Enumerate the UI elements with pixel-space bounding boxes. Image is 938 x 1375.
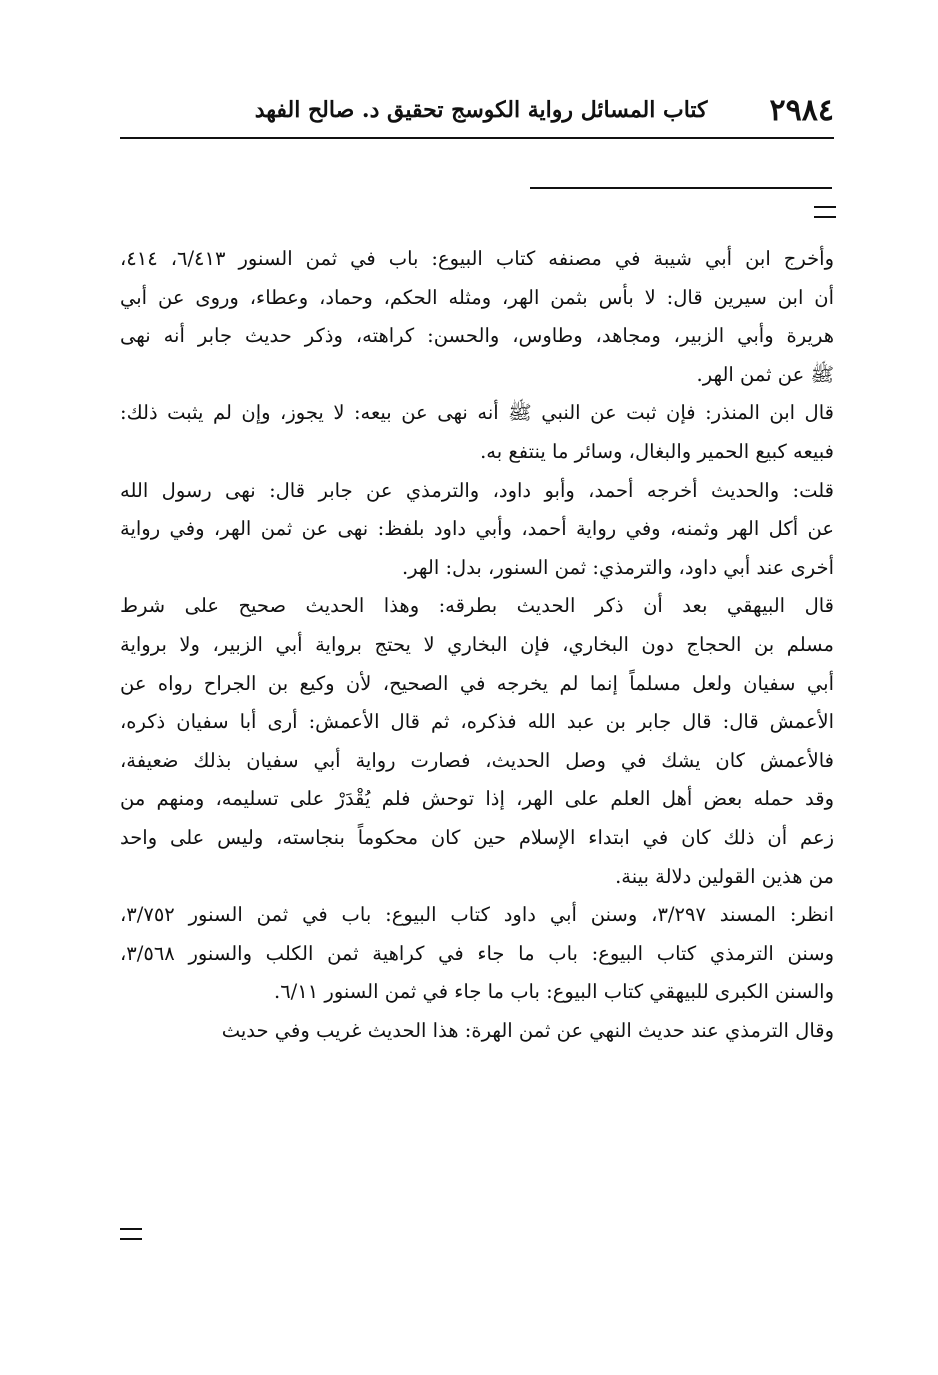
running-title: كتاب المسائل رواية الكوسج تحقيق د. صالح الفهد — [254, 97, 708, 123]
text-line: قلت: والحديث أخرجه أحمد، وأبو داود، والترمذي عن جابر قال: نهى رسول الله — [120, 478, 834, 502]
text-line: ﷺ عن ثمن الهر. — [696, 362, 834, 386]
header-rule — [120, 137, 834, 139]
text-line: عن أكل الهر وثمنه، وفي رواية أحمد، وأبي داود بلفظ: نهى عن ثمن الهر، وفي رواية — [120, 517, 834, 541]
text-line: مسلم بن الحجاج دون البخاري، فإن البخاري لا يحتج برواية أبي الزبير، ولا برواية — [120, 632, 834, 656]
page-header — [122, 88, 834, 132]
text-line: وأخرج ابن أبي شيبة في مصنفه كتاب البيوع: باب في ثمن السنور ٦/٤١٣، ٤١٤، — [120, 247, 834, 270]
text-line: أبي سفيان ولعل مسلماً إنما لم يخرجه في الصحيح، لأن وكيع بن الجراح رواه عن — [120, 671, 834, 695]
paragraph — [120, 394, 834, 471]
text-line: فبيعه كبيع الحمير والبغال، وسائر ما ينتفع به. — [480, 439, 834, 463]
text-line: زعم أن ذلك كان في ابتداء الإسلام حين كان محكوماً بنجاسته، وليس على واحد — [120, 825, 834, 849]
continuation-mark-bottom — [120, 1228, 142, 1240]
text-line: أن ابن سيرين قال: لا بأس بثمن الهر، ومثله الحكم، وحماد، وعطاء، وروى عن أبي — [120, 285, 834, 309]
page-number: ٢٩٨٤ — [769, 92, 834, 128]
paragraph — [120, 1012, 834, 1051]
paragraph — [120, 896, 834, 1012]
continuation-mark-top — [814, 206, 836, 218]
text-line: قال البيهقي بعد أن ذكر الحديث بطرقه: وهذا الحديث صحيح على شرط — [120, 594, 834, 618]
text-line: هريرة وأبي الزبير، ومجاهد، وطاوس، والحسن: كراهته، وذكر حديث جابر أنه نهى — [120, 324, 834, 348]
paragraph — [120, 240, 834, 394]
text-line: وقد حمله بعض أهل العلم على الهر، إذا توحش فلم يُقْدَرْ على تسليمه، ومنهم من — [120, 787, 834, 811]
text-line: انظر: المسند ٣/٢٩٧، وسنن أبي داود كتاب البيوع: باب في ثمن السنور ٣/٧٥٢، — [120, 903, 834, 927]
paragraph — [120, 587, 834, 896]
text-line: فالأعمش كان يشك في وصل الحديث، فصارت رواية أبي سفيان بذلك ضعيفة، — [120, 748, 834, 772]
text-line: والسنن الكبرى للبيهقي كتاب البيوع: باب ما جاء في ثمن السنور ٦/١١. — [274, 980, 834, 1004]
text-line: قال ابن المنذر: فإن ثبت عن النبي ﷺ أنه نهى عن بيعه: لا يجوز، وإن لم يثبت ذلك: — [120, 401, 834, 425]
paragraph — [120, 472, 834, 588]
text-line: وسنن الترمذي كتاب البيوع: باب ما جاء في كراهية ثمن الكلب والسنور ٣/٥٦٨، — [120, 941, 834, 965]
footnote-body — [120, 240, 834, 1050]
footnote-separator — [530, 187, 832, 189]
text-line: وقال الترمذي عند حديث النهي عن ثمن الهرة: هذا الحديث غريب وفي حديث — [221, 1018, 834, 1042]
text-line: من هذين القولين دلالة بينة. — [615, 864, 834, 888]
text-line: أخرى عند أبي داود، والترمذي: ثمن السنور، بدل: الهر. — [401, 555, 834, 579]
text-line: الأعمش قال: قال جابر بن عبد الله فذكره، ثم قال الأعمش: أرى أبا سفيان ذكره، — [120, 710, 834, 734]
